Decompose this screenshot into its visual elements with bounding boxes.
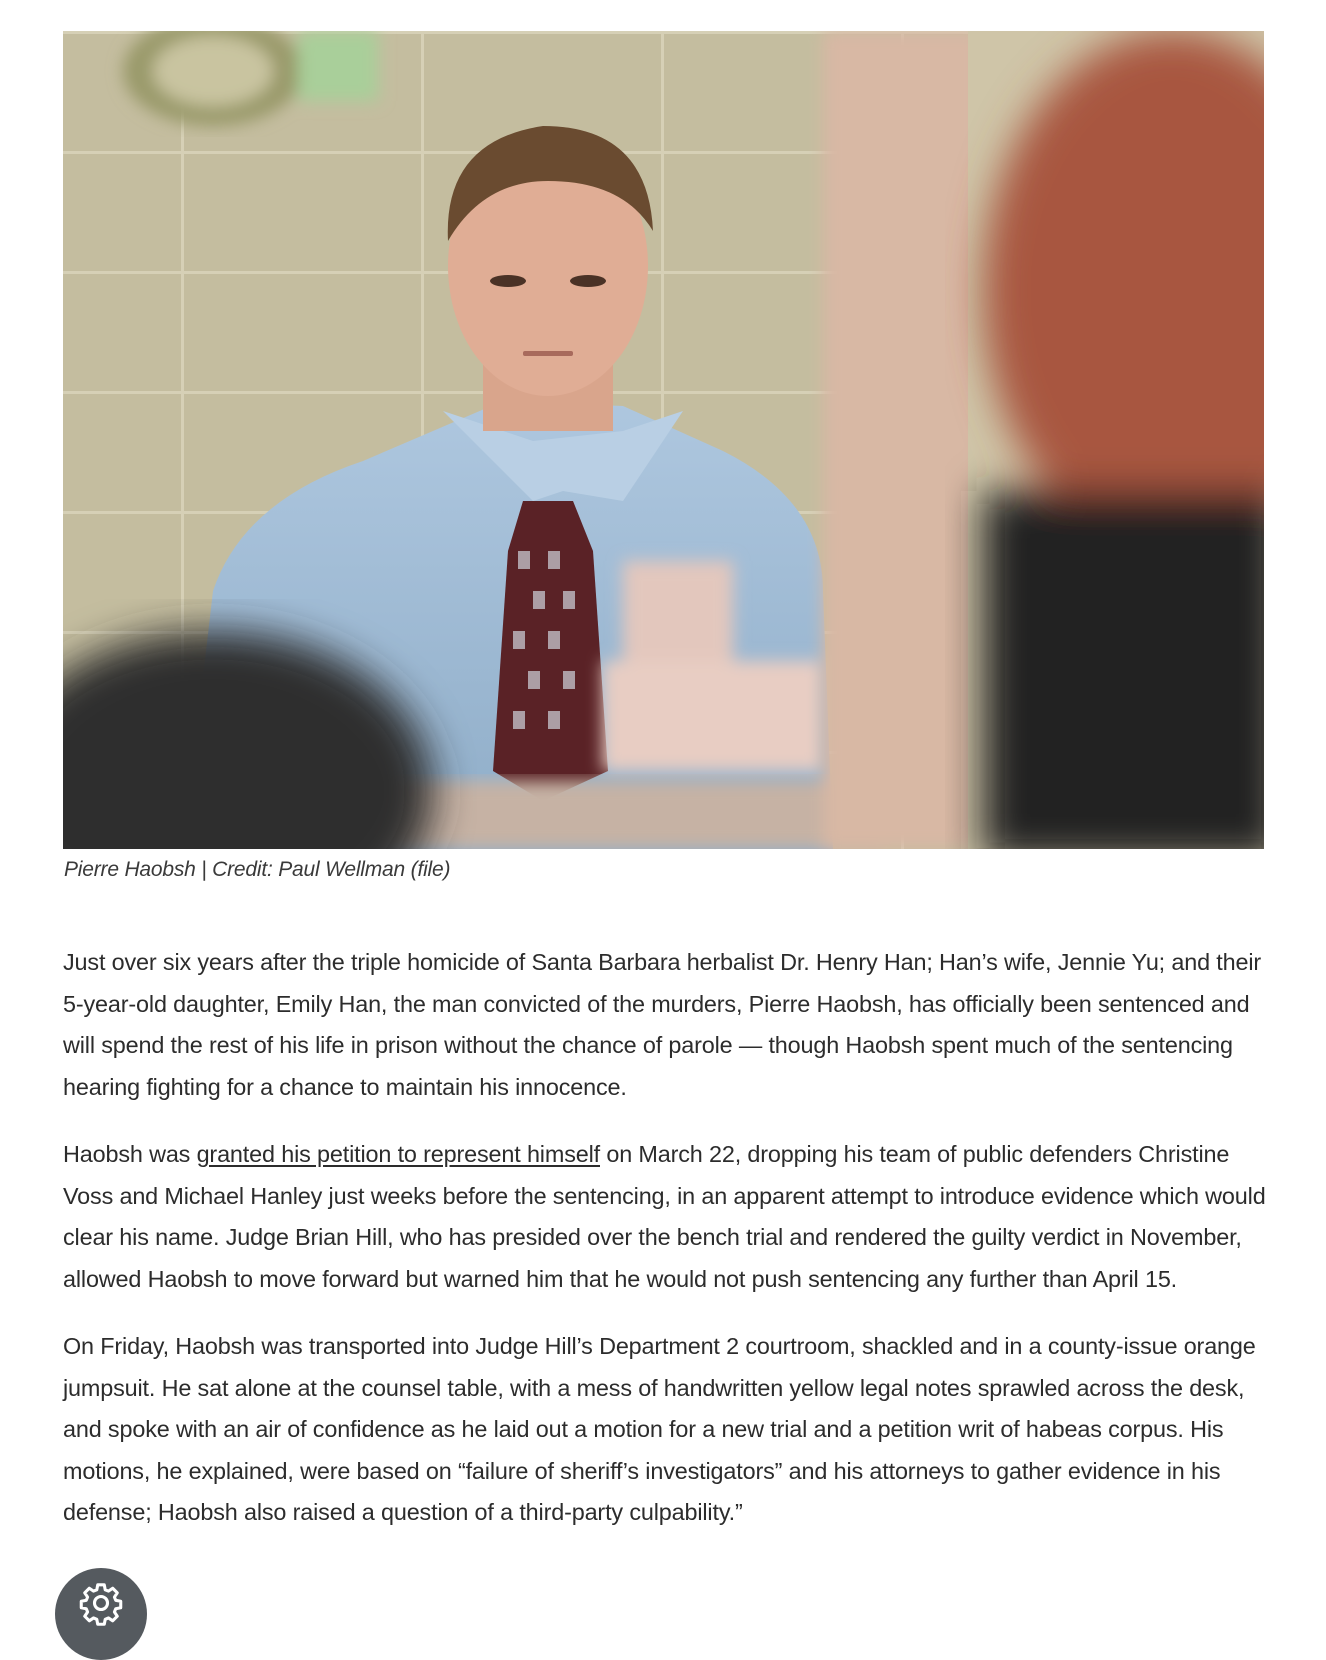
paragraph-3: On Friday, Haobsh was transported into Judge Hill’s Department 2 courtroom, shackled and in a county-issue orange jumpsuit. He sat alone at the counsel table, with a mess of handwritten yellow legal notes sprawled across the desk, and spoke with an air of confidence as he laid out a motion for a new trial and a petition writ of habeas corpus. His motions, he explained, were based on “failure of sheriff’s investigators” and his attorneys to gather evidence in his defense; Haobsh also raised a question of a third-party culpability.”	[63, 1333, 1256, 1525]
settings-button[interactable]	[55, 1568, 147, 1660]
paragraph-2-start: Haobsh was	[63, 1141, 197, 1167]
article-body	[63, 942, 1273, 1560]
paragraph-2	[63, 1134, 1273, 1300]
paragraph-2-end: on March 22, dropping his team of public defenders Christine Voss and Michael Hanley just weeks before the sentencing, in an apparent attempt to introduce evidence which would clear his name. Judge Brian Hill, who has presided over the bench trial and rendered the guilty verdict in November, allowed Haobsh to move forward but warned him that he would not push sentencing any further than April 15.	[63, 1141, 1266, 1292]
article-photo	[63, 31, 1264, 849]
petition-link[interactable]: granted his petition to represent himself	[196, 1141, 600, 1167]
courtroom-photo	[63, 31, 1264, 849]
photo-caption: Pierre Haobsh | Credit: Paul Wellman (file)	[64, 858, 451, 881]
paragraph-1: Just over six years after the triple homicide of Santa Barbara herbalist Dr. Henry Han; Han’s wife, Jennie Yu; and their 5-year-old daughter, Emily Han, the man convicted of the murders, Pierre Haobsh, has officially been sentenced and will spend the rest of his life in prison without the chance of parole — though Haobsh spent much of the sentencing hearing fighting for a chance to maintain his innocence.	[63, 949, 1262, 1100]
gear-icon	[78, 1580, 124, 1626]
